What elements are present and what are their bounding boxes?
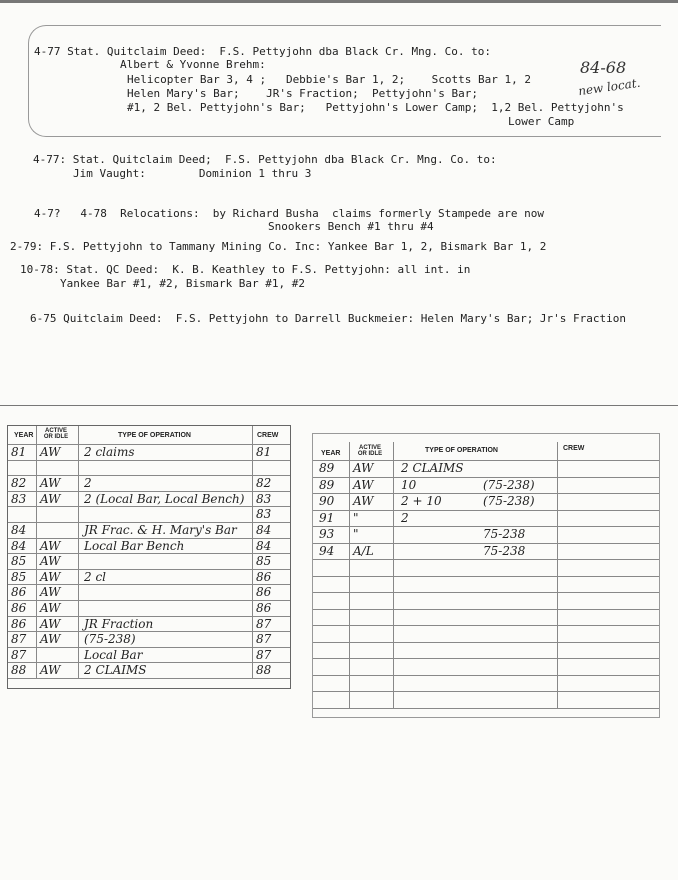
cell-type: 10 <box>401 477 417 492</box>
row-divider <box>313 609 659 610</box>
row-divider <box>313 675 659 676</box>
entry-5-line-1: 10-78: Stat. QC Deed: K. B. Keathley to F.S. Pettyjohn: all int. in <box>20 263 471 276</box>
col-header-year: YEAR <box>14 432 34 439</box>
cell-year: 88 <box>11 663 27 678</box>
cell-active: AW <box>40 632 61 647</box>
cell-type: JR Fraction <box>84 616 154 631</box>
entry-2-line-1: 4-77: Stat. Quitclaim Deed; F.S. Pettyjohn dba Black Cr. Mng. Co. to: <box>33 153 497 166</box>
cell-crew: 84 <box>256 538 272 553</box>
cell-year: 81 <box>11 445 27 459</box>
entry-4-line-1: 2-79: F.S. Pettyjohn to Tammany Mining Co. Inc: Yankee Bar 1, 2, Bismark Bar 1, 2 <box>10 240 547 253</box>
cell-type: 2 CLAIMS <box>84 663 147 678</box>
col-header-active: ACTIVE OR IDLE <box>43 428 69 440</box>
cell-active: " <box>353 527 359 541</box>
entry-1-line-4: Helen Mary's Bar; JR's Fraction; Pettyjohn's Bar; <box>127 87 478 100</box>
column-divider <box>78 426 79 678</box>
cell-crew: 87 <box>256 616 272 631</box>
cell-year: 91 <box>319 510 335 525</box>
cell-year: 82 <box>11 476 27 491</box>
cell-type: (75-238) <box>84 632 136 647</box>
cell-active: AW <box>40 585 61 600</box>
log-card-right <box>312 433 660 718</box>
cell-year: 87 <box>11 632 27 647</box>
cell-type: 2 <box>401 510 409 525</box>
cell-active: AW <box>40 663 61 678</box>
cell-year: 86 <box>11 616 27 631</box>
cell-crew: 75-238 <box>483 543 526 558</box>
cell-type: Local Bar <box>84 647 143 662</box>
column-divider <box>36 426 37 678</box>
handwritten-note-text: new locat. <box>577 75 642 99</box>
entry-1-line-3: Helicopter Bar 3, 4 ; Debbie's Bar 1, 2; Scotts Bar 1, 2 <box>127 73 531 86</box>
cell-year: 90 <box>319 494 335 508</box>
cell-crew: (75-238) <box>483 477 535 492</box>
col-header-crew: CREW <box>257 432 279 439</box>
cell-type: 2 <box>84 476 92 491</box>
entry-1-line-1: 4-77 Stat. Quitclaim Deed: F.S. Pettyjohn dba Black Cr. Mng. Co. to: <box>34 45 491 58</box>
entry-1-line-6: Lower Camp <box>508 115 575 128</box>
cell-active: AW <box>40 569 61 584</box>
cell-crew: 85 <box>256 554 272 569</box>
row-divider <box>313 559 659 560</box>
cell-crew: 75-238 <box>483 527 526 541</box>
col-header-crew: CREW <box>563 445 585 452</box>
row-divider <box>313 510 659 511</box>
cell-type: 2 cl <box>84 569 107 584</box>
row-divider <box>313 642 659 643</box>
entry-1-line-5: #1, 2 Bel. Pettyjohn's Bar; Pettyjohn's Lower Camp; 1,2 Bel. Pettyjohn's <box>127 101 624 114</box>
row-divider <box>313 592 659 593</box>
cell-crew: 88 <box>256 663 272 678</box>
handwritten-note-number: 84-68 <box>580 58 627 77</box>
cell-crew: 81 <box>256 445 272 459</box>
cell-year: 89 <box>319 461 335 475</box>
cell-crew: 87 <box>256 632 272 647</box>
entry-1-line-2: Albert & Yvonne Brehm: <box>120 58 266 71</box>
cell-year: 94 <box>319 543 335 558</box>
cell-crew: 86 <box>256 601 272 615</box>
col-header-type: TYPE OF OPERATION <box>118 432 191 439</box>
cell-year: 84 <box>11 538 27 553</box>
cell-type: Local Bar Bench <box>84 538 185 553</box>
cell-year: 86 <box>11 585 27 600</box>
page-top-border <box>0 0 678 3</box>
row-divider <box>313 576 659 577</box>
entry-2-line-2: Jim Vaught: Dominion 1 thru 3 <box>73 167 312 180</box>
cell-crew: 87 <box>256 647 272 662</box>
cell-crew: 82 <box>256 476 272 491</box>
cell-year: 93 <box>319 527 335 541</box>
cell-active: AW <box>353 461 374 475</box>
cell-type: 2 CLAIMS <box>401 461 464 475</box>
row-divider <box>8 647 290 648</box>
cell-crew: 86 <box>256 569 272 584</box>
cell-active: AW <box>353 494 374 508</box>
col-header-active: ACTIVE OR IDLE <box>357 445 383 457</box>
cell-active: AW <box>40 445 61 459</box>
cell-type: 2 claims <box>84 445 135 459</box>
cell-active: AW <box>40 491 61 506</box>
cell-active: AW <box>40 476 61 491</box>
cell-active: AW <box>40 538 61 553</box>
cell-year: 83 <box>11 491 27 506</box>
col-header-year: YEAR <box>321 450 341 457</box>
row-divider <box>313 625 659 626</box>
row-divider <box>8 460 290 461</box>
cell-active: AW <box>40 601 61 615</box>
cell-year: 85 <box>11 569 27 584</box>
row-divider <box>8 678 290 679</box>
cell-active: AW <box>40 554 61 569</box>
cell-active: AW <box>40 616 61 631</box>
entry-3-line-1: 4-7? 4-78 Relocations: by Richard Busha claims formerly Stampede are now <box>34 207 544 220</box>
cell-crew: 84 <box>256 523 272 537</box>
cell-year: 87 <box>11 647 27 662</box>
row-divider <box>8 506 290 507</box>
cell-type: 2 + 10 <box>401 494 442 508</box>
cell-crew: 83 <box>256 491 272 506</box>
entry-6-line-1: 6-75 Quitclaim Deed: F.S. Pettyjohn to Darrell Buckmeier: Helen Mary's Bar; Jr's Fraction <box>30 312 627 325</box>
cell-year: 89 <box>319 477 335 492</box>
cell-type: 2 (Local Bar, Local Bench) <box>84 491 245 506</box>
row-divider <box>313 708 659 709</box>
log-card-left <box>7 425 291 689</box>
entry-5-line-2: Yankee Bar #1, #2, Bismark Bar #1, #2 <box>60 277 306 290</box>
row-divider <box>313 691 659 692</box>
col-header-type: TYPE OF OPERATION <box>425 447 498 454</box>
cell-crew: 83 <box>256 507 272 522</box>
cell-type: JR Frac. & H. Mary's Bar <box>84 523 237 537</box>
cell-year: 85 <box>11 554 27 569</box>
cell-year: 86 <box>11 601 27 615</box>
cell-year: 84 <box>11 523 27 537</box>
section-separator <box>0 405 678 406</box>
column-divider <box>252 426 253 678</box>
cell-active: " <box>353 510 359 525</box>
cell-crew: (75-238) <box>483 494 535 508</box>
cell-crew: 86 <box>256 585 272 600</box>
row-divider <box>313 658 659 659</box>
cell-active: A/L <box>353 543 374 558</box>
cell-active: AW <box>353 477 374 492</box>
entry-3-line-2: Snookers Bench #1 thru #4 <box>268 220 434 233</box>
